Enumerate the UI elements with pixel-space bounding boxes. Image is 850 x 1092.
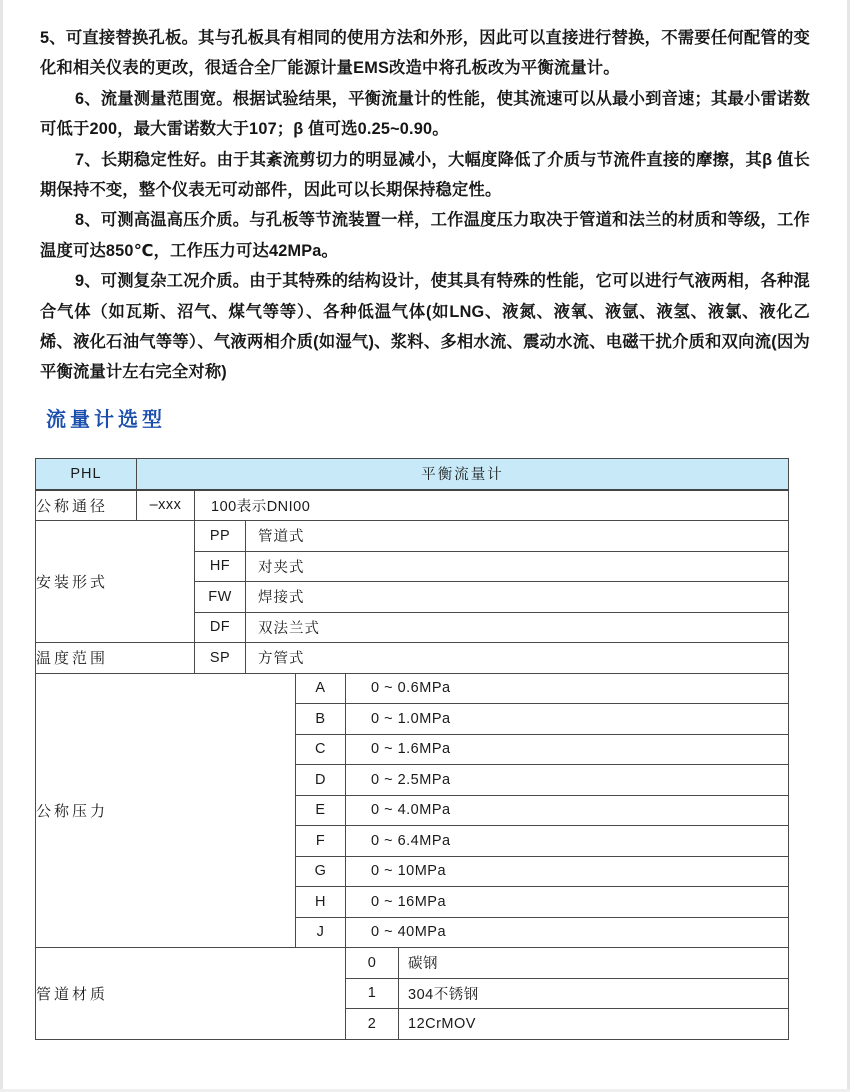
pressure-code: B <box>296 704 346 735</box>
pressure-label: 公称压力 <box>36 673 296 948</box>
install-desc: 焊接式 <box>246 582 789 613</box>
install-code: FW <box>195 582 246 613</box>
pressure-code: F <box>296 826 346 857</box>
paragraph-6: 6、流量测量范围宽。根据试验结果，平衡流量计的性能，使其流速可以从最小到音速；其最小雷诺数可低于200，最大雷诺数大于107；β 值可选0.25~0.90。 <box>40 89 810 139</box>
install-code: HF <box>195 551 246 582</box>
table-row-temperature <box>36 643 789 674</box>
pressure-desc: 0 ~ 1.0MPa <box>346 704 789 735</box>
material-code: 0 <box>346 948 399 979</box>
selection-table <box>35 458 789 1040</box>
table-row-material <box>36 948 789 979</box>
model-code-cell: PHL <box>36 459 137 490</box>
material-desc: 碳钢 <box>399 948 789 979</box>
material-code: 1 <box>346 978 399 1009</box>
material-desc: 304不锈钢 <box>399 978 789 1009</box>
install-label: 安装形式 <box>36 521 195 643</box>
paragraph-5: 5、可直接替换孔板。其与孔板具有相同的使用方法和外形，因此可以直接进行替换，不需要任何配管的变化和相关仪表的更改，很适合全厂能源计量EMS改造中将孔板改为平衡流量计。 <box>40 29 810 78</box>
body-text-block <box>40 23 810 388</box>
paragraph-7: 7、长期稳定性好。由于其紊流剪切力的明显减小，大幅度降低了介质与节流件直接的摩擦，其β 值长期保持不变，整个仪表无可动部件，因此可以长期保持稳定性。 <box>40 150 810 200</box>
temperature-code: SP <box>195 643 246 674</box>
temperature-label: 温度范围 <box>36 643 195 674</box>
pressure-desc: 0 ~ 10MPa <box>346 856 789 887</box>
product-name-cell: 平衡流量计 <box>137 459 789 490</box>
table-row-pressure <box>36 673 789 704</box>
temperature-desc: 方管式 <box>246 643 789 674</box>
material-desc: 12CrMOV <box>399 1009 789 1040</box>
pressure-desc: 0 ~ 40MPa <box>346 917 789 948</box>
pressure-desc: 0 ~ 2.5MPa <box>346 765 789 796</box>
pressure-code: E <box>296 795 346 826</box>
install-desc: 对夹式 <box>246 551 789 582</box>
page-edge-left <box>0 0 3 1092</box>
diameter-desc: 100表示DNI00 <box>195 490 789 521</box>
material-code: 2 <box>346 1009 399 1040</box>
pressure-code: C <box>296 734 346 765</box>
pressure-desc: 0 ~ 1.6MPa <box>346 734 789 765</box>
table-header-row <box>36 459 789 490</box>
install-code: PP <box>195 521 246 552</box>
pressure-code: D <box>296 765 346 796</box>
section-title: 流量计选型 <box>46 409 166 431</box>
install-code: DF <box>195 612 246 643</box>
pressure-code: J <box>296 917 346 948</box>
pressure-code: H <box>296 887 346 918</box>
install-desc: 双法兰式 <box>246 612 789 643</box>
pressure-code: G <box>296 856 346 887</box>
pressure-desc: 0 ~ 4.0MPa <box>346 795 789 826</box>
table-row-diameter <box>36 490 789 521</box>
table-row-install <box>36 521 789 552</box>
install-desc: 管道式 <box>246 521 789 552</box>
paragraph-9: 9、可测复杂工况介质。由于其特殊的结构设计，使其具有特殊的性能，它可以进行气液两相，各种混合气体（如瓦斯、沼气、煤气等等）、各种低温气体(如LNG、液氮、液氧、液氩、液氢、液氯、液化乙烯、液化石油气等等）、气液两相介质(如湿气)、浆料、多相水流、震动水流、电磁干扰介质和双向流(因为平衡流量计左右完全对称) <box>40 272 810 382</box>
pressure-desc: 0 ~ 6.4MPa <box>346 826 789 857</box>
diameter-code: –xxx <box>137 490 195 521</box>
material-label: 管道材质 <box>36 948 346 1040</box>
diameter-label: 公称通径 <box>36 490 137 521</box>
pressure-code: A <box>296 673 346 704</box>
paragraph-8: 8、可测高温高压介质。与孔板等节流装置一样，工作温度压力取决于管道和法兰的材质和等级，工作温度可达850℃，工作压力可达42MPa。 <box>40 211 810 260</box>
pressure-desc: 0 ~ 0.6MPa <box>346 673 789 704</box>
pressure-desc: 0 ~ 16MPa <box>346 887 789 918</box>
